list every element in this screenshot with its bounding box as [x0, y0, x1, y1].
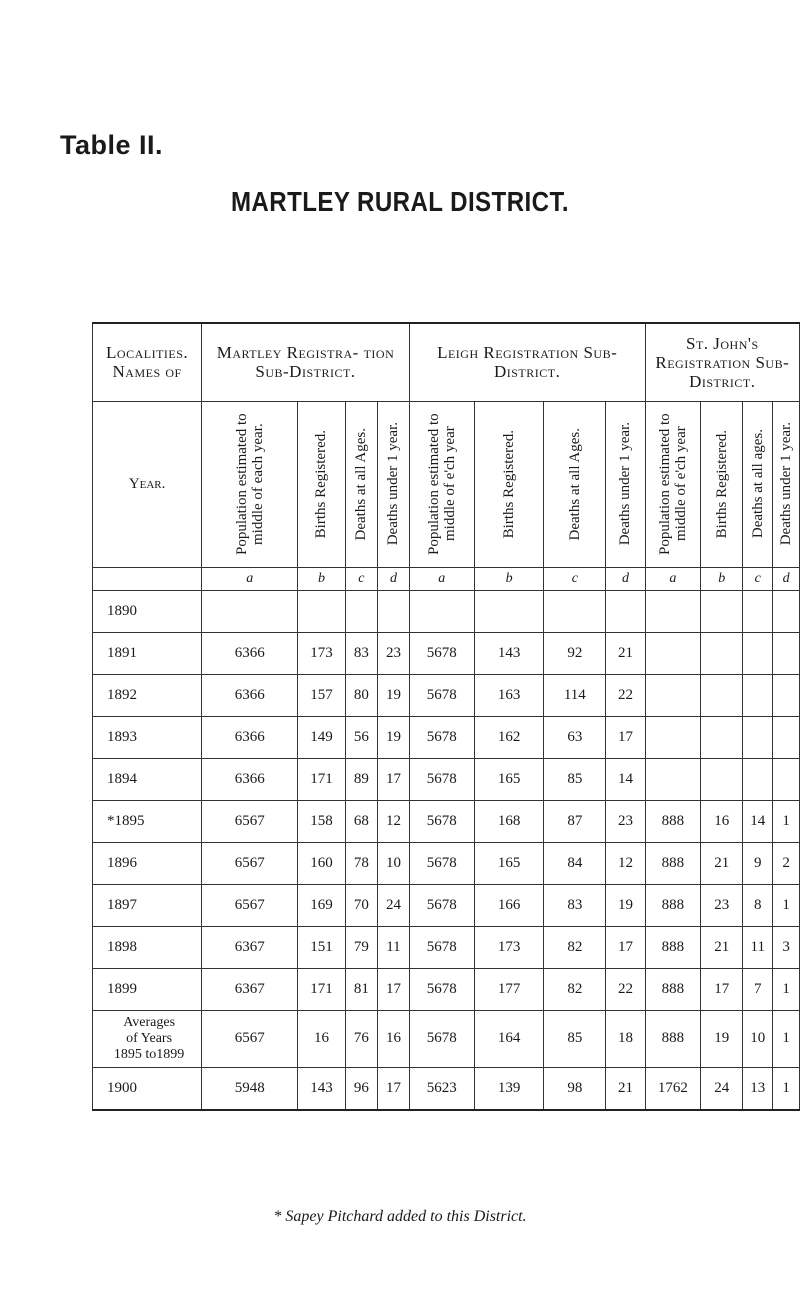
- table-cell: 70: [345, 884, 378, 926]
- table-cell: 10: [743, 1010, 773, 1067]
- year-cell: 1894: [93, 758, 202, 800]
- table-cell: 98: [544, 1067, 606, 1110]
- table-cell: 171: [298, 758, 345, 800]
- column-key: c: [743, 567, 773, 590]
- table-cell: 63: [544, 716, 606, 758]
- table-cell: 24: [701, 1067, 743, 1110]
- table-cell: 23: [378, 632, 410, 674]
- table-cell: 888: [645, 968, 700, 1010]
- table-cell: 165: [474, 842, 544, 884]
- table-cell: [645, 632, 700, 674]
- col-population-martley: Population estimated to middle of each year.: [202, 401, 298, 567]
- table-cell: 85: [544, 758, 606, 800]
- table-cell: 151: [298, 926, 345, 968]
- table-cell: 83: [345, 632, 378, 674]
- col-population-st-johns: Population estimated to middle of e'ch year: [645, 401, 700, 567]
- table-row: [93, 884, 800, 926]
- table-cell: [743, 674, 773, 716]
- names-of-label: Names of: [112, 362, 182, 382]
- data-rows: [93, 590, 800, 1010]
- column-header-row: [93, 401, 800, 567]
- col-births-martley: Births Registered.: [298, 401, 345, 567]
- table-cell: 7: [743, 968, 773, 1010]
- martley-group-header: Martley Registra- tion Sub-District.: [202, 323, 410, 401]
- table-cell: 166: [474, 884, 544, 926]
- table-cell: 16: [298, 1010, 345, 1067]
- table-cell: [743, 590, 773, 632]
- table-cell: 114: [544, 674, 606, 716]
- table-cell: [773, 674, 800, 716]
- table-cell: 5678: [409, 716, 474, 758]
- table-cell: 19: [701, 1010, 743, 1067]
- table-cell: 6367: [202, 926, 298, 968]
- averages-label: Averages of Years 1895 to1899: [93, 1010, 202, 1067]
- group-header-row: [93, 323, 800, 401]
- table-cell: 5678: [409, 758, 474, 800]
- table-cell: 92: [544, 632, 606, 674]
- table-cell: 1: [773, 968, 800, 1010]
- table-cell: 17: [378, 758, 410, 800]
- table-row: [93, 842, 800, 884]
- table-cell: 82: [544, 968, 606, 1010]
- table-cell: 143: [474, 632, 544, 674]
- table-cell: 5678: [409, 632, 474, 674]
- table-cell: 83: [544, 884, 606, 926]
- table-row: [93, 926, 800, 968]
- st-johns-group-header: St. John's Registration Sub-District.: [645, 323, 799, 401]
- table-cell: 5678: [409, 926, 474, 968]
- table-cell: 9: [743, 842, 773, 884]
- column-key: d: [773, 567, 800, 590]
- column-key: b: [701, 567, 743, 590]
- table-row: [93, 590, 800, 632]
- table-cell: 143: [298, 1067, 345, 1110]
- table-row: [93, 758, 800, 800]
- table-cell: 6367: [202, 968, 298, 1010]
- table-cell: 6366: [202, 674, 298, 716]
- table-cell: 85: [544, 1010, 606, 1067]
- table-cell: 24: [378, 884, 410, 926]
- table-cell: 165: [474, 758, 544, 800]
- year-cell: 1892: [93, 674, 202, 716]
- table-cell: 5948: [202, 1067, 298, 1110]
- year-cell: 1899: [93, 968, 202, 1010]
- table-cell: [701, 632, 743, 674]
- table-cell: 6567: [202, 1010, 298, 1067]
- year-cell: *1895: [93, 800, 202, 842]
- table-cell: 17: [378, 968, 410, 1010]
- column-key: b: [474, 567, 544, 590]
- year-cell: 1900: [93, 1067, 202, 1110]
- table-cell: 160: [298, 842, 345, 884]
- table-cell: [773, 632, 800, 674]
- table-row: [93, 800, 800, 842]
- col-deaths-infant-martley: Deaths under 1 year.: [378, 401, 410, 567]
- table-cell: [773, 716, 800, 758]
- table-cell: 17: [378, 1067, 410, 1110]
- table-cell: 21: [701, 926, 743, 968]
- table-cell: 79: [345, 926, 378, 968]
- table-cell: [544, 590, 606, 632]
- table-cell: 11: [378, 926, 410, 968]
- col-deaths-infant-st-johns: Deaths under 1 year.: [773, 401, 800, 567]
- column-key: b: [298, 567, 345, 590]
- table-cell: 5678: [409, 884, 474, 926]
- col-births-leigh: Births Registered.: [474, 401, 544, 567]
- table-cell: 168: [474, 800, 544, 842]
- table-cell: [645, 590, 700, 632]
- table-cell: 19: [378, 674, 410, 716]
- table-cell: 22: [606, 968, 645, 1010]
- table-cell: 6567: [202, 884, 298, 926]
- table-cell: 888: [645, 800, 700, 842]
- table-cell: 1762: [645, 1067, 700, 1110]
- table-cell: [202, 590, 298, 632]
- table-cell: 84: [544, 842, 606, 884]
- table-cell: 21: [606, 632, 645, 674]
- table-cell: 87: [544, 800, 606, 842]
- table-cell: [378, 590, 410, 632]
- table-cell: 22: [606, 674, 645, 716]
- table-cell: 68: [345, 800, 378, 842]
- table-cell: [743, 632, 773, 674]
- district-title: MARTLEY RURAL DISTRICT.: [230, 186, 570, 217]
- table-cell: 163: [474, 674, 544, 716]
- table-cell: 16: [701, 800, 743, 842]
- col-population-leigh: Population estimated to middle of e'ch year: [409, 401, 474, 567]
- column-key: a: [409, 567, 474, 590]
- col-deaths-all-martley: Deaths at all Ages.: [345, 401, 378, 567]
- table-row: [93, 674, 800, 716]
- table-cell: 10: [378, 842, 410, 884]
- table-cell: 14: [606, 758, 645, 800]
- col-deaths-infant-leigh: Deaths under 1 year.: [606, 401, 645, 567]
- table-cell: 5678: [409, 674, 474, 716]
- table-cell: [409, 590, 474, 632]
- localities-header: [93, 323, 202, 401]
- table-cell: 171: [298, 968, 345, 1010]
- table-cell: 82: [544, 926, 606, 968]
- column-key-row: [93, 567, 800, 590]
- col-deaths-all-leigh: Deaths at all Ages.: [544, 401, 606, 567]
- table-cell: 3: [773, 926, 800, 968]
- column-key: c: [345, 567, 378, 590]
- table-cell: 5678: [409, 842, 474, 884]
- table-cell: [701, 716, 743, 758]
- col-deaths-all-st-johns: Deaths at all ages.: [743, 401, 773, 567]
- table-cell: 5623: [409, 1067, 474, 1110]
- table-cell: 6366: [202, 632, 298, 674]
- table-cell: 17: [606, 716, 645, 758]
- table-cell: 173: [474, 926, 544, 968]
- table-cell: 139: [474, 1067, 544, 1110]
- localities-label: Localities.: [106, 343, 189, 363]
- table-cell: 76: [345, 1010, 378, 1067]
- table-label: Table II.: [60, 130, 164, 160]
- table-cell: 12: [378, 800, 410, 842]
- year-cell: 1893: [93, 716, 202, 758]
- table-cell: 164: [474, 1010, 544, 1067]
- table-cell: 2: [773, 842, 800, 884]
- year-cell: 1890: [93, 590, 202, 632]
- table-cell: [645, 716, 700, 758]
- table-cell: [773, 758, 800, 800]
- column-key: a: [202, 567, 298, 590]
- table-cell: 12: [606, 842, 645, 884]
- table-cell: [645, 758, 700, 800]
- leigh-group-header: Leigh Registration Sub-District.: [409, 323, 645, 401]
- table-cell: 80: [345, 674, 378, 716]
- table-cell: 21: [701, 842, 743, 884]
- table-cell: 78: [345, 842, 378, 884]
- table-cell: 21: [606, 1067, 645, 1110]
- table-cell: [773, 590, 800, 632]
- table-cell: [743, 716, 773, 758]
- table-cell: 5678: [409, 1010, 474, 1067]
- table-cell: 19: [378, 716, 410, 758]
- table-cell: 6366: [202, 758, 298, 800]
- row-1900: [93, 1067, 800, 1110]
- table-cell: [743, 758, 773, 800]
- statistics-table: [92, 322, 800, 1111]
- table-cell: 888: [645, 842, 700, 884]
- table-cell: 1: [773, 884, 800, 926]
- table-cell: 14: [743, 800, 773, 842]
- table-cell: 177: [474, 968, 544, 1010]
- table-cell: 173: [298, 632, 345, 674]
- table-cell: 19: [606, 884, 645, 926]
- table-row: [93, 968, 800, 1010]
- table-cell: 1: [773, 1010, 800, 1067]
- table-cell: 23: [701, 884, 743, 926]
- table-cell: 169: [298, 884, 345, 926]
- table-cell: 5678: [409, 800, 474, 842]
- table-cell: 89: [345, 758, 378, 800]
- table-cell: [701, 590, 743, 632]
- table-cell: [645, 674, 700, 716]
- table-cell: 18: [606, 1010, 645, 1067]
- column-key: a: [645, 567, 700, 590]
- table-cell: 888: [645, 926, 700, 968]
- table-cell: 1: [773, 1067, 800, 1110]
- table-cell: 888: [645, 1010, 700, 1067]
- table-cell: 13: [743, 1067, 773, 1110]
- footnote: * Sapey Pitchard added to this District.: [273, 1208, 527, 1225]
- table-cell: 17: [701, 968, 743, 1010]
- table-cell: 6567: [202, 842, 298, 884]
- table-cell: 11: [743, 926, 773, 968]
- table-cell: 16: [378, 1010, 410, 1067]
- table-cell: 81: [345, 968, 378, 1010]
- table-cell: 17: [606, 926, 645, 968]
- table-cell: 23: [606, 800, 645, 842]
- year-cell: 1898: [93, 926, 202, 968]
- averages-row: [93, 1010, 800, 1067]
- year-cell: 1896: [93, 842, 202, 884]
- table-cell: 1: [773, 800, 800, 842]
- table-row: [93, 716, 800, 758]
- col-births-st-johns: Births Registered.: [701, 401, 743, 567]
- table-cell: [606, 590, 645, 632]
- year-header: Year.: [93, 401, 202, 567]
- column-key: d: [606, 567, 645, 590]
- table-cell: 6567: [202, 800, 298, 842]
- column-key: d: [378, 567, 410, 590]
- table-cell: 8: [743, 884, 773, 926]
- table-cell: 149: [298, 716, 345, 758]
- table-cell: [474, 590, 544, 632]
- year-cell: 1897: [93, 884, 202, 926]
- table-cell: [298, 590, 345, 632]
- year-cell: 1891: [93, 632, 202, 674]
- table-cell: 6366: [202, 716, 298, 758]
- table-cell: 5678: [409, 968, 474, 1010]
- table-cell: 158: [298, 800, 345, 842]
- table-cell: [345, 590, 378, 632]
- table-cell: [701, 758, 743, 800]
- table-cell: [701, 674, 743, 716]
- table-cell: 96: [345, 1067, 378, 1110]
- column-key: c: [544, 567, 606, 590]
- table-cell: 56: [345, 716, 378, 758]
- table-cell: 162: [474, 716, 544, 758]
- table-row: [93, 632, 800, 674]
- table-cell: 157: [298, 674, 345, 716]
- table-cell: 888: [645, 884, 700, 926]
